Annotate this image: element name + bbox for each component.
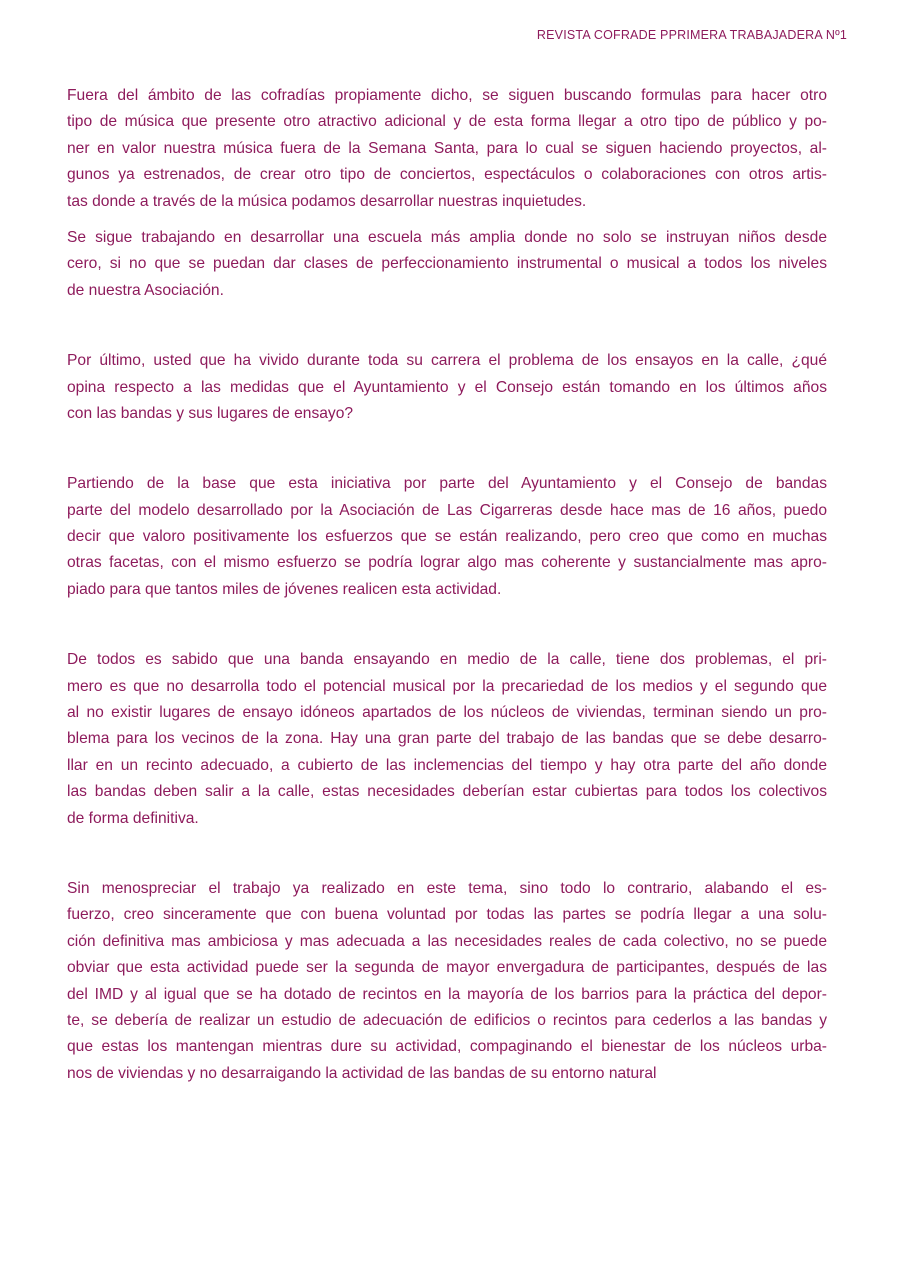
- text-line: Se sigue trabajando en desarrollar una escuela más amplia donde no solo se instruyan niños desde: [67, 228, 827, 246]
- text-line: decir que valoro positivamente los esfuerzos que se están realizando, pero creo que como en muchas: [67, 528, 827, 546]
- text-line: obviar que esta actividad puede ser la segunda de mayor envergadura de participantes, después de las: [67, 959, 827, 977]
- text-line: otras facetas, con el mismo esfuerzo se podría lograr algo mas coherente y sustancialmente mas apro-: [67, 554, 827, 572]
- text-line: llar en un recinto adecuado, a cubierto de las inclemencias del tiempo y hay otra parte del año donde: [67, 756, 827, 774]
- text-line: de nuestra Asociación.: [67, 281, 224, 299]
- text-line: Fuera del ámbito de las cofradías propiamente dicho, se siguen buscando formulas para hacer otro: [67, 87, 827, 104]
- text-line: de forma definitiva.: [67, 809, 199, 827]
- text-line: te, se debería de realizar un estudio de adecuación de edificios o recintos para cederlos a las bandas y: [67, 1011, 827, 1029]
- text-line: gunos ya estrenados, de crear otro tipo de conciertos, espectáculos o colaboraciones con otros artis-: [67, 166, 827, 184]
- text-line: Por último, usted que ha vivido durante toda su carrera el problema de los ensayos en la calle, ¿qué: [67, 352, 827, 370]
- text-line: las bandas deben salir a la calle, estas necesidades deberían estar cubiertas para todos los colectivos: [67, 783, 827, 801]
- paragraph-music-projects: [67, 83, 827, 215]
- text-line: ción definitiva mas ambiciosa y mas adecuada a las necesidades reales de cada colectivo, no se puede: [67, 932, 827, 950]
- text-line: cero, si no que se puedan dar clases de perfeccionamiento instrumental o musical a todos los niveles: [67, 255, 827, 273]
- text-line: Partiendo de la base que esta iniciativa por parte del Ayuntamiento y el Consejo de bandas: [67, 475, 827, 493]
- text-line: tipo de música que presente otro atractivo adicional y de esta forma llegar a otro tipo de público y po-: [67, 113, 827, 131]
- paragraph-street-rehearsal: [67, 647, 827, 832]
- paragraph-initiative: [67, 471, 827, 603]
- text-line: piado para que tantos miles de jóvenes realicen esta actividad.: [67, 580, 502, 598]
- text-line: ner en valor nuestra música fuera de la Semana Santa, para lo cual se siguen haciendo proyectos, al-: [67, 139, 827, 157]
- paragraph-gap: [67, 215, 827, 225]
- paragraph-gap: [67, 832, 827, 876]
- paragraph-gap: [67, 603, 827, 647]
- text-line: al no existir lugares de ensayo idóneos apartados de los núcleos de viviendas, terminan siendo un pro-: [67, 704, 827, 722]
- text-line: De todos es sabido que una banda ensayando en medio de la calle, tiene dos problemas, el pri-: [67, 651, 827, 669]
- text-line: mero es que no desarrolla todo el potencial musical por la precariedad de los medios y el segundo que: [67, 677, 827, 695]
- text-line: Sin menospreciar el trabajo ya realizado en este tema, sino todo lo contrario, alabando el es-: [67, 879, 827, 897]
- text-line: parte del modelo desarrollado por la Asociación de Las Cigarreras desde hace mas de 16 años, puedo: [67, 501, 827, 519]
- paragraph-proposal: [67, 876, 827, 1087]
- text-line: tas donde a través de la música podamos desarrollar nuestras inquietudes.: [67, 192, 587, 210]
- paragraph-music-school: [67, 225, 827, 304]
- text-line: fuerzo, creo sinceramente que con buena voluntad por todas las partes se podría llegar a una solu-: [67, 906, 827, 924]
- text-line: blema para los vecinos de la zona. Hay una gran parte del trabajo de las bandas que se debe desarro-: [67, 730, 827, 748]
- interview-question: [67, 348, 827, 427]
- text-line: del IMD y al igual que se ha dotado de recintos en la mayoría de los barrios para la práctica del depor-: [67, 985, 827, 1003]
- text-line: que estas los mantengan mientras dure su actividad, compaginando el bienestar de los núcleos urba-: [67, 1038, 827, 1056]
- text-line: con las bandas y sus lugares de ensayo?: [67, 404, 354, 422]
- paragraph-gap: [67, 304, 827, 348]
- text-line: opina respecto a las medidas que el Ayuntamiento y el Consejo están tomando en los últimos años: [67, 378, 827, 396]
- running-header: REVISTA COFRADE PPRIMERA TRABAJADERA Nº1: [536, 28, 847, 42]
- text-line: nos de viviendas y no desarraigando la actividad de las bandas de su entorno natural: [67, 1064, 657, 1082]
- paragraph-gap: [67, 427, 827, 471]
- article-body: [67, 83, 827, 1087]
